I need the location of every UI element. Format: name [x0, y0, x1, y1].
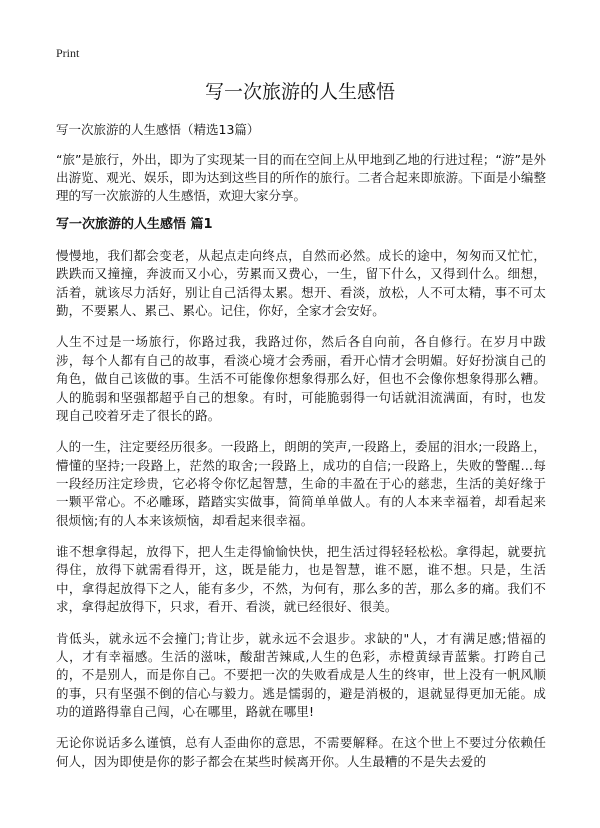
- article-subtitle: 写一次旅游的人生感悟（精选13篇）: [56, 122, 260, 137]
- intro-paragraph: “旅”是旅行，外出，即为了实现某一目的而在空间上从甲地到乙地的行进过程；“游”是外出游览、观光、娱乐，即为达到这些目的所作的旅行。二者合起来即旅游。下面是小编整理的写一次旅游的人生感悟，欢迎大家分享。: [56, 152, 546, 203]
- body-paragraph: 肯低头，就永远不会撞门;肯让步，就永远不会退步。求缺的"人，才有满足感;惜福的人，才有幸福感。生活的滋味，酸甜苦辣咸,人生的色彩，赤橙黄绿青蓝紫。打跨自己的，不是别人，而是你自己。不要把一次的失败看成是人生的终审，世上没有一帆风顺的事，只有坚强不倒的信心与毅力。逃是懦弱的，避是消极的，退就显得更加无能。成功的道路得靠自己闯，心在哪里，路就在哪里!: [56, 630, 546, 720]
- body-paragraph: 人的一生，注定要经历很多。一段路上，朗朗的笑声,一段路上，委屈的泪水;一段路上，懵懂的坚持;一段路上，茫然的取舍;一段路上，成功的自信;一段路上，失败的警醒…每一段经历注定珍贵，它必将令你忆起智慧，生命的丰盈在于心的慈悲，生活的美好缘于一颗平常心。不必雕琢，踏踏实实做事，简简单单做人。有的人本来幸福着，却看起来很烦恼;有的人本来该烦恼，却看起来很幸福。: [56, 439, 546, 528]
- body-paragraph: 人生不过是一场旅行，你路过我，我路过你，然后各自向前，各自修行。在岁月中跋涉，每个人都有自己的故事，看淡心境才会秀丽，看开心情才会明媚。好好扮演自己的角色，做自己该做的事。生活不可能像你想象得那么好，但也不会像你想象得那么糟。人的脆弱和坚强都超乎自己的想象。有时，可能脆弱得一句话就泪流满面，有时，也发现自己咬着牙走了很长的路。: [56, 334, 546, 424]
- body-paragraph: 无论你说话多么谨慎，总有人歪曲你的意思，不需要解释。在这个世上不要过分依赖任何人，因为即使是你的影子都会在某些时候离开你。人生最糟的不是失去爱的: [56, 735, 546, 769]
- print-label: Print: [56, 46, 80, 60]
- article-body: [56, 247, 546, 784]
- body-paragraph: 谁不想拿得起，放得下，把人生走得愉愉快快，把生活过得轻轻松松。拿得起，就要抗得住，放得下就需看得开，这，既是能力，也是智慧，谁不愿，谁不想。只是，生活中，拿得起放得下之人，能有多少，不然，为何有，那么多的苦，那么多的痛。我们不求，拿得起放得下，只求，看开、看淡，就已经很好、很美。: [56, 544, 546, 615]
- page-title: 写一次旅游的人生感悟: [204, 81, 395, 103]
- body-paragraph: 慢慢地，我们都会变老，从起点走向终点，自然而必然。成长的途中，匆匆而又忙忙，跌跌而又撞撞，奔波而又小心，劳累而又费心，一生，留下什么，又得到什么。细想，活着，就该尽力活好，别让自己活得太累。想开、看淡，放松，人不可太精，事不可太勤，不要累人、累己、累心。记住，你好，全家才会安好。: [56, 248, 546, 319]
- section-heading: 写一次旅游的人生感悟 篇1: [56, 217, 213, 232]
